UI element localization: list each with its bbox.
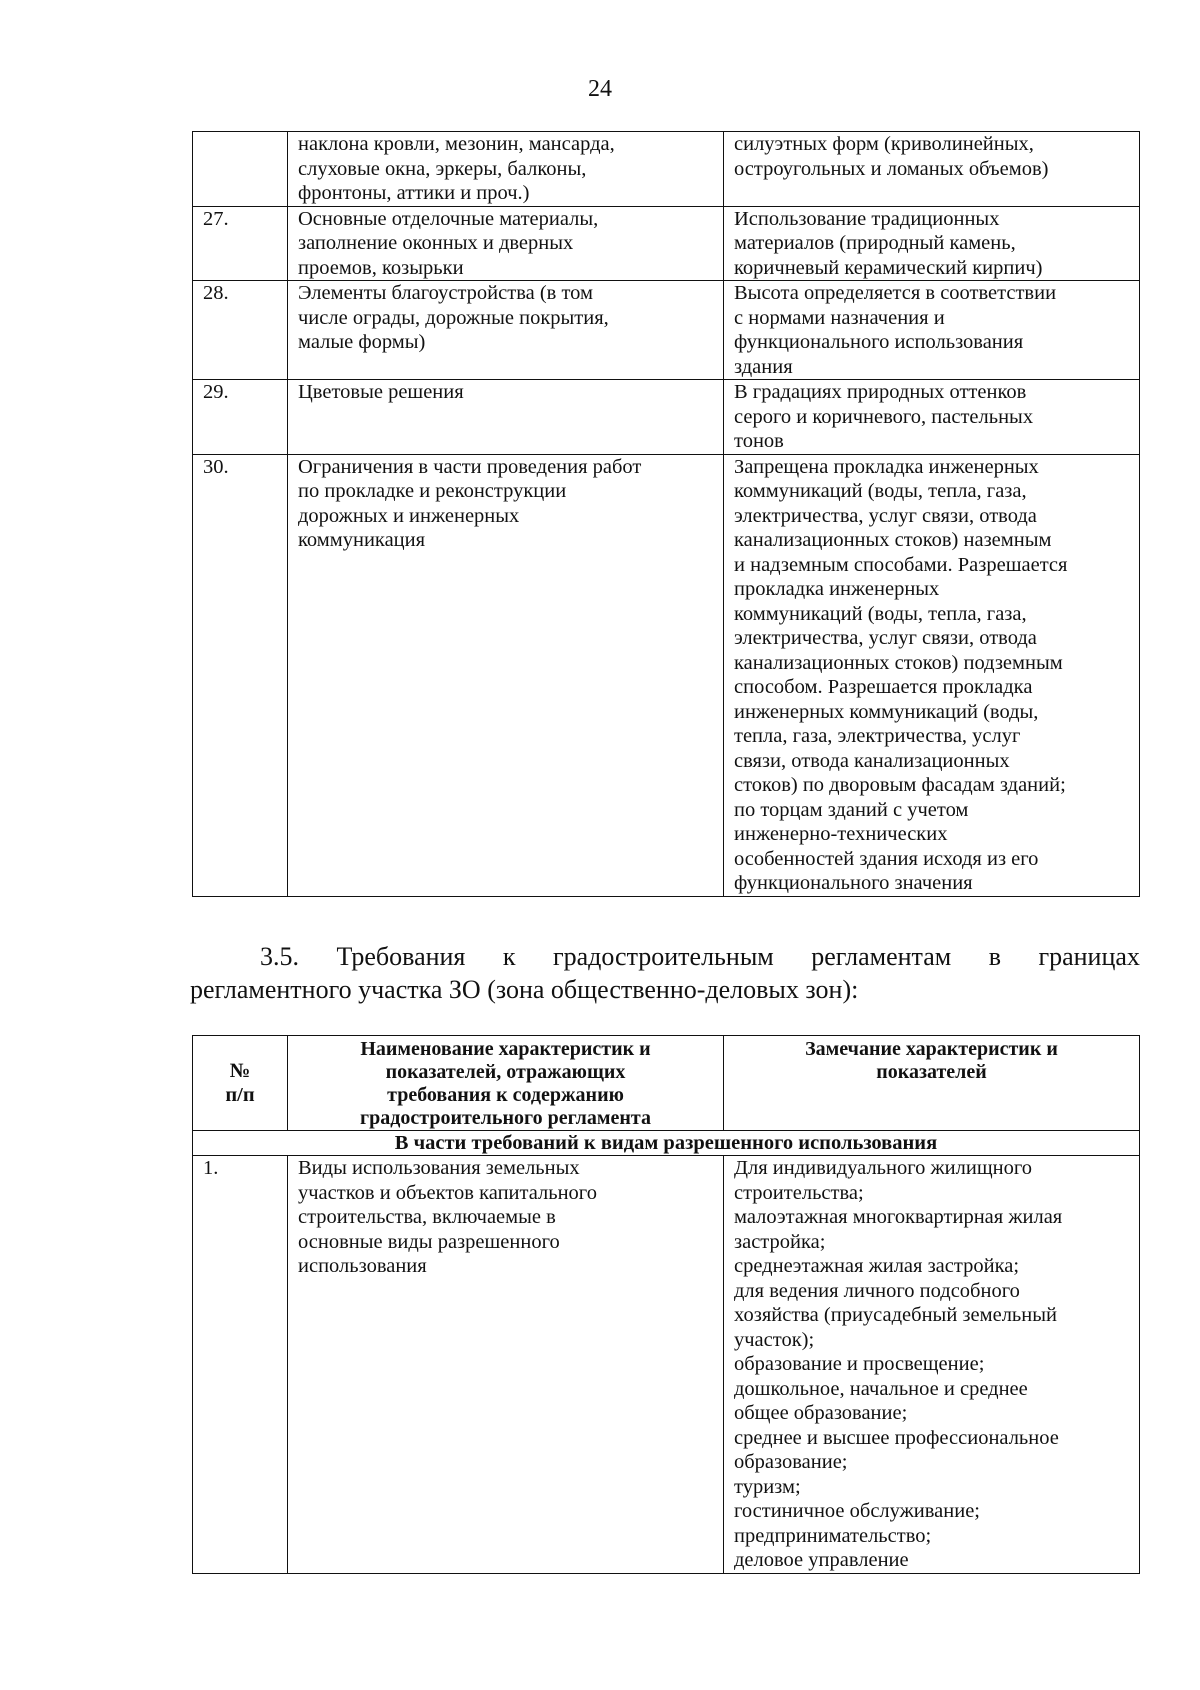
row-value-line: тонов	[734, 430, 784, 452]
row-value-line: Высота определяется в соответствии	[734, 282, 1057, 304]
row-name-cell	[288, 454, 724, 896]
heading-line-2: регламентного участка ЗО (зона общественно-деловых зон):	[190, 975, 859, 1004]
row-number: 29.	[193, 380, 288, 455]
row-name-cell	[288, 206, 724, 281]
row-name-line: фронтоны, аттики и проч.)	[298, 182, 530, 204]
row-name-cell-lines	[298, 1156, 717, 1279]
row-value-line: малоэтажная многоквартирная жилая	[734, 1206, 1063, 1228]
row-value-cell-lines	[734, 132, 1133, 181]
row-name-cell	[288, 281, 724, 380]
row-value-line: серого и коричневого, пастельных	[734, 405, 1034, 428]
row-value-line: коричневый керамический кирпич)	[734, 256, 1043, 279]
zone-requirements-table	[192, 1035, 1140, 1574]
row-value-line: силуэтных форм (криволинейных,	[734, 133, 1034, 155]
table-row	[193, 281, 1140, 380]
header-line: требования к содержанию	[387, 1084, 624, 1106]
row-value-line: функционального значения	[734, 872, 973, 894]
top-requirements-table	[192, 131, 1140, 897]
bottom-table-body	[193, 1156, 1140, 1574]
table-row	[193, 454, 1140, 896]
row-value-line: образование;	[734, 1451, 848, 1473]
row-value-cell	[724, 454, 1140, 896]
row-value-line: остроугольных и ломаных объемов)	[734, 157, 1049, 180]
row-name-line: участков и объектов капитального	[298, 1181, 597, 1204]
row-value-line: общее образование;	[734, 1402, 908, 1424]
header-line: Наименование характеристик и	[360, 1038, 651, 1060]
row-value-line: функционального использования	[734, 331, 1024, 353]
row-name-cell-lines	[298, 281, 717, 355]
row-name-line: дорожных и инженерных	[298, 504, 520, 527]
row-value-line: связи, отвода канализационных	[734, 749, 1010, 772]
header-line: №	[229, 1059, 251, 1082]
row-value-cell-lines	[734, 455, 1133, 896]
row-value-line: коммуникаций (воды, тепла, газа,	[734, 480, 1027, 502]
heading-word: 3.5.	[260, 942, 299, 971]
row-name-line: по прокладке и реконструкции	[298, 480, 567, 502]
row-value-cell-lines	[734, 380, 1133, 454]
row-value-line: стоков) по дворовым фасадам зданий;	[734, 774, 1066, 796]
row-number: 1.	[193, 1156, 288, 1574]
row-number: 27.	[193, 206, 288, 281]
table-header-row	[193, 1036, 1140, 1131]
row-value-line: здания	[734, 355, 793, 378]
row-value-line: хозяйства (приусадебный земельный	[734, 1304, 1057, 1326]
row-value-line: инженерно-технических	[734, 823, 948, 845]
row-name-line: малые формы)	[298, 331, 426, 353]
row-value-line: инженерных коммуникаций (воды,	[734, 700, 1039, 723]
row-name-line: Основные отделочные материалы,	[298, 207, 599, 230]
row-value-cell	[724, 1156, 1140, 1574]
row-value-line: канализационных стоков) подземным	[734, 651, 1063, 674]
row-value-line: гостиничное обслуживание;	[734, 1500, 980, 1522]
row-value-line: по торцам зданий с учетом	[734, 798, 969, 821]
row-value-line: Запрещена прокладка инженерных	[734, 455, 1039, 478]
top-table-body	[193, 132, 1140, 897]
header-line: Замечание характеристик и	[805, 1038, 1058, 1060]
table-row	[193, 1156, 1140, 1574]
row-value-line: электричества, услуг связи, отвода	[734, 504, 1037, 527]
row-name-line: числе ограды, дорожные покрытия,	[298, 306, 609, 329]
row-name-line: Ограничения в части проведения работ	[298, 455, 642, 478]
section-row	[193, 1131, 1140, 1156]
heading-word: границах	[1038, 942, 1140, 971]
row-value-line: тепла, газа, электричества, услуг	[734, 725, 1021, 747]
row-value-line: предпринимательство;	[734, 1524, 932, 1547]
heading-word: градостроительным	[552, 942, 774, 971]
row-value-cell-lines	[734, 207, 1133, 281]
header-name	[288, 1036, 724, 1131]
row-value-line: электричества, услуг связи, отвода	[734, 627, 1037, 649]
table-row	[193, 380, 1140, 455]
header-name-lines	[292, 1038, 719, 1130]
row-name-cell	[288, 380, 724, 455]
heading-word: регламентам	[811, 942, 952, 971]
header-line: показателей	[876, 1061, 987, 1083]
row-name-line: проемов, козырьки	[298, 256, 464, 279]
row-value-line: застройка;	[734, 1230, 826, 1253]
row-name-line: слуховые окна, эркеры, балконы,	[298, 157, 587, 180]
row-name-cell	[288, 1156, 724, 1574]
row-name-line: наклона кровли, мезонин, мансарда,	[298, 133, 615, 155]
heading-word: в	[988, 942, 1001, 971]
heading-word: Требования	[336, 942, 466, 971]
row-number	[193, 132, 288, 207]
header-value-lines	[728, 1038, 1135, 1084]
row-value-line: с нормами назначения и	[734, 306, 945, 329]
row-value-line: среднеэтажная жилая застройка;	[734, 1255, 1020, 1277]
row-number: 28.	[193, 281, 288, 380]
row-value-cell	[724, 380, 1140, 455]
table-row	[193, 206, 1140, 281]
row-name-line: строительства, включаемые в	[298, 1206, 556, 1228]
row-number: 30.	[193, 454, 288, 896]
row-value-line: деловое управление	[734, 1549, 909, 1571]
row-value-cell	[724, 281, 1140, 380]
row-value-line: участок);	[734, 1328, 815, 1351]
row-value-line: Использование традиционных	[734, 207, 1000, 230]
row-name-line: основные виды разрешенного	[298, 1230, 560, 1253]
row-value-line: материалов (природный камень,	[734, 232, 1016, 254]
page-number: 24	[588, 76, 612, 102]
header-number	[193, 1036, 288, 1131]
heading-line-1	[190, 940, 1140, 973]
row-name-cell-lines	[298, 207, 717, 281]
row-name-cell	[288, 132, 724, 207]
row-value-cell-lines	[734, 281, 1133, 379]
table-row	[193, 132, 1140, 207]
row-value-line: и надземным способами. Разрешается	[734, 553, 1068, 576]
header-line: показателей, отражающих	[385, 1061, 626, 1083]
row-name-line: заполнение оконных и дверных	[298, 232, 574, 254]
row-value-line: среднее и высшее профессиональное	[734, 1426, 1059, 1449]
header-value	[724, 1036, 1140, 1131]
row-value-line: Для индивидуального жилищного	[734, 1157, 1033, 1179]
row-value-line: образование и просвещение;	[734, 1353, 985, 1375]
row-value-cell-lines	[734, 1156, 1133, 1573]
heading-word: к	[502, 942, 516, 971]
row-name-line: Элементы благоустройства (в том	[298, 282, 593, 304]
row-name-cell-lines	[298, 455, 717, 553]
header-line: п/п	[225, 1084, 255, 1106]
section-title: В части требований к видам разрешенного использования	[193, 1131, 1140, 1156]
header-number-lines	[193, 1059, 287, 1108]
row-value-line: коммуникаций (воды, тепла, газа,	[734, 602, 1027, 625]
row-name-line: Виды использования земельных	[298, 1157, 580, 1179]
row-value-line: дошкольное, начальное и среднее	[734, 1377, 1028, 1400]
row-value-line: В градациях природных оттенков	[734, 381, 1027, 403]
row-value-cell	[724, 206, 1140, 281]
row-name-line: Цветовые решения	[298, 381, 464, 403]
row-value-line: для ведения личного подсобного	[734, 1279, 1020, 1302]
row-value-line: прокладка инженерных	[734, 578, 940, 600]
row-name-line: коммуникация	[298, 529, 426, 551]
row-value-line: строительства;	[734, 1181, 864, 1204]
row-value-line: канализационных стоков) наземным	[734, 529, 1052, 551]
row-value-line: туризм;	[734, 1475, 801, 1498]
row-name-line: использования	[298, 1255, 427, 1277]
row-value-line: особенностей здания исходя из его	[734, 847, 1039, 870]
row-value-cell	[724, 132, 1140, 207]
section-heading	[190, 940, 1140, 1006]
header-line: градостроительного регламента	[360, 1107, 651, 1129]
row-value-line: способом. Разрешается прокладка	[734, 676, 1033, 698]
row-name-cell-lines	[298, 132, 717, 206]
row-name-cell-lines	[298, 380, 717, 405]
